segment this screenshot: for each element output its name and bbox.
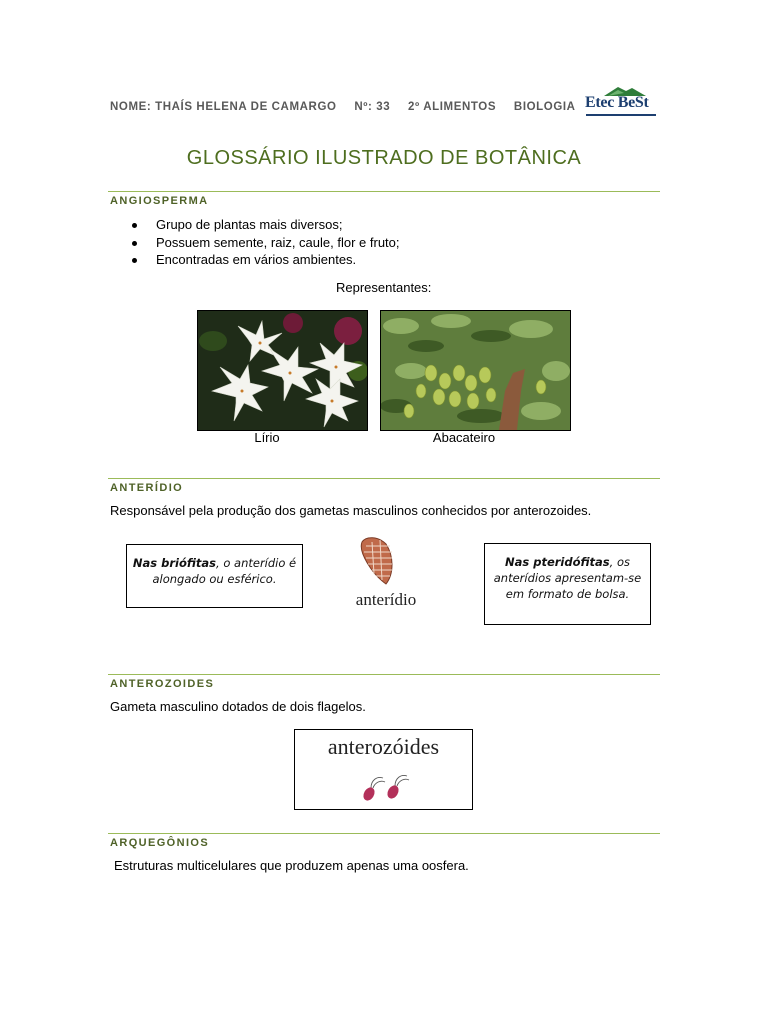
caption-lirio: Lírio bbox=[254, 430, 280, 445]
note-bold: Nas briófitas bbox=[132, 556, 217, 570]
student-header bbox=[110, 101, 590, 113]
anterozoides-description: Gameta masculino dotados de dois flagelos. bbox=[110, 699, 366, 714]
section-heading-anteridio: ANTERÍDIO bbox=[110, 482, 184, 494]
avocado-tree-photo bbox=[380, 310, 571, 431]
list-item: Grupo de plantas mais diversos; bbox=[132, 216, 400, 234]
angiosperma-list bbox=[132, 216, 400, 269]
school-logo bbox=[584, 84, 658, 116]
subject: BIOLOGIA bbox=[513, 101, 576, 113]
note-text: , os anterídios apresentam-se em formato de bolsa. bbox=[493, 555, 642, 601]
note-bold: Nas pteridófitas bbox=[504, 555, 610, 569]
student-number: Nº: 33 bbox=[354, 101, 391, 113]
note-text: , o anterídio é alongado ou esférico. bbox=[152, 556, 297, 586]
pteridophyte-note bbox=[484, 543, 651, 625]
anteridio-description: Responsável pela produção dos gametas masculinos conhecidos por anterozoides. bbox=[110, 503, 592, 518]
section-heading-arquegonios: ARQUEGÔNIOS bbox=[110, 837, 210, 849]
bryophyte-note bbox=[126, 544, 303, 608]
anterozoides-figure bbox=[294, 729, 473, 810]
divider bbox=[108, 191, 660, 192]
caption-abacateiro: Abacateiro bbox=[432, 430, 496, 445]
lily-flower-icon bbox=[198, 311, 367, 430]
representatives-label: Representantes: bbox=[336, 280, 432, 295]
section-heading-angiosperma: ANGIOSPERMA bbox=[110, 195, 209, 207]
arquegonios-description: Estruturas multicelulares que produzem apenas uma oosfera. bbox=[114, 858, 469, 873]
divider bbox=[108, 478, 660, 479]
student-name: NOME: THAÍS HELENA DE CAMARGO bbox=[110, 101, 337, 113]
anteridio-figure bbox=[346, 534, 426, 614]
list-item: Encontradas em vários ambientes. bbox=[132, 251, 400, 269]
anteridium-icon bbox=[346, 534, 426, 588]
section-heading-anterozoides: ANTEROZOIDES bbox=[110, 678, 215, 690]
page-title: GLOSSÁRIO ILUSTRADO DE BOTÂNICA bbox=[186, 147, 582, 169]
divider bbox=[108, 674, 660, 675]
list-item: Possuem semente, raiz, caule, flor e fruto; bbox=[132, 234, 400, 252]
logo-underline-icon bbox=[584, 114, 658, 118]
divider bbox=[108, 833, 660, 834]
figure-label: anterídio bbox=[355, 590, 417, 609]
student-class: 2º ALIMENTOS bbox=[408, 101, 497, 113]
logo-text: Etec BeSt bbox=[585, 94, 649, 111]
lily-photo bbox=[197, 310, 368, 431]
avocado-tree-icon bbox=[381, 311, 570, 430]
figure-label: anterozóides bbox=[327, 734, 440, 759]
sperm-cell-icon bbox=[357, 770, 417, 804]
